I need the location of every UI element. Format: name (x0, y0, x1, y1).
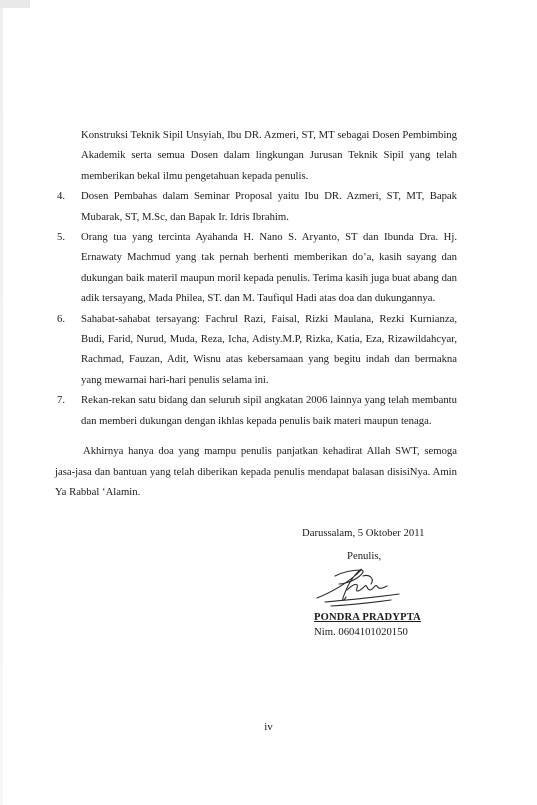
acknowledgement-list (55, 186, 457, 431)
list-item-text: Orang tua yang tercinta Ayahanda H. Nano S. Aryanto, ST dan Ibunda Dra. Hj. Ernawaty Machmud yang tak pernah berhenti memberikan do’a, kasih sayang dan dukungan baik materil maupun moril kepada penulis. Terima kasih juga buat abang dan adik tersayang, Mada Philea, ST. dan M. Taufiqul Hadi atas doa dan dukungannya. (81, 231, 457, 305)
list-item-number: 7. (57, 394, 66, 407)
page-number: iv (264, 721, 273, 733)
acknowledgement-body (55, 125, 457, 502)
list-item-text: Sahabat-sahabat tersayang: Fachrul Razi, Faisal, Rizki Maulana, Rezki Kurnianza, Budi, Farid, Nurud, Muda, Reza, Icha, Adisty.M.P, Rizka, Katia, Eza, Rizawildahcyar, Rachmad, Fauzan, Adit, Wisnu atas kebersamaan yang begitu indah dan bermakna yang mewarnai hari-hari penulis selama ini. (81, 312, 457, 386)
list-item-number: 4. (57, 190, 66, 203)
list-item (55, 186, 457, 227)
item-continuation: Konstruksi Teknik Sipil Unsyiah, Ibu DR. Azmeri, ST, MT sebagai Dosen Pembimbing Akademik serta semua Dosen dalam lingkungan Jurusan Teknik Sipil yang telah memberikan bekal ilmu pengetahuan kepada penulis. (81, 129, 457, 182)
writer-label: Penulis, (347, 550, 382, 562)
author-nim: Nim. 0604101020150 (314, 626, 408, 638)
list-item-number: 6. (57, 312, 66, 325)
scan-edge (0, 0, 3, 805)
list-item-text: Rekan-rekan satu bidang dan seluruh sipil angkatan 2006 lainnya yang telah membantu dan memberi dukungan dengan ikhlas kepada penulis baik materi maupun tenaga. (81, 394, 457, 427)
scan-mark (0, 0, 30, 8)
list-item (55, 309, 457, 391)
list-item (55, 227, 457, 309)
list-item-number: 5. (57, 231, 66, 244)
author-name: PONDRA PRADYPTA (314, 612, 421, 623)
list-item-text: Dosen Pembahas dalam Seminar Proposal yaitu Ibu DR. Azmeri, ST, MT, Bapak Mubarak, ST, M.Sc, dan Bapak Ir. Idris Ibrahim. (81, 190, 457, 223)
place-date: Darussalam, 5 Oktober 2011 (302, 527, 425, 539)
closing-paragraph: Akhirnya hanya doa yang mampu penulis panjatkan kehadirat Allah SWT, semoga jasa-jasa dan bantuan yang telah diberikan kepada penulis mendapat balasan disisiNya. Amin Ya Rabbal ‘Alamin. (55, 445, 457, 498)
handwritten-signature (313, 564, 405, 608)
list-item (55, 390, 457, 431)
